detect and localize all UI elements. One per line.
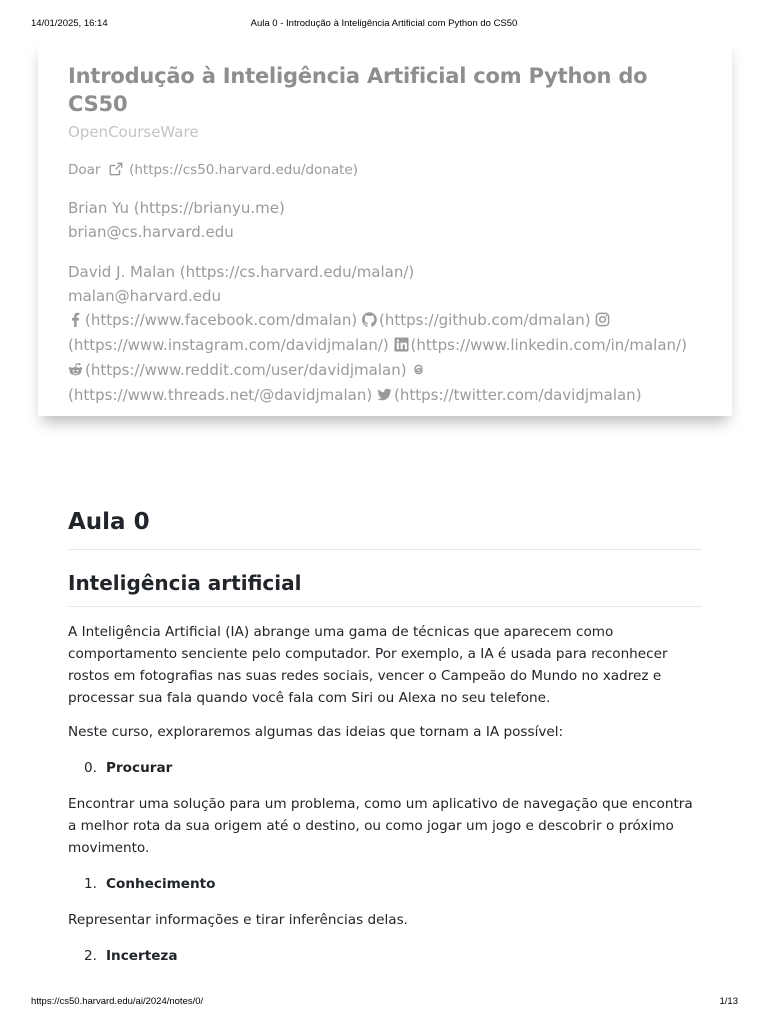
intro-paragraph: A Inteligência Artificial (IA) abrange uma gama de técnicas que aparecem como comportamento senciente pelo computador. Por exemplo, a IA é usada para reconhecer rostos em fotografias nas suas redes sociais, vencer o Campeão do Mundo no xadrez e processar sua fala quando você fala com Siri ou Alexa no seu telefone. [68,624,668,706]
twitter-icon [377,387,392,402]
notes-content [68,505,702,967]
author-brian [68,196,708,244]
twitter-link[interactable] [377,386,642,404]
topic-item [68,757,702,779]
topic-description: Encontrar uma solução para um problema, como um aplicativo de navegação que encontra a melhor rota da sua origem até o destino, ou como jogar um jogo e descobrir o próximo movimento. [68,796,693,856]
github-url: (https://github.com/dmalan) [379,311,591,329]
topic-number: 0. [84,760,97,776]
threads-icon [411,362,426,377]
facebook-url: (https://www.facebook.com/dmalan) [85,311,358,329]
instagram-icon [595,312,610,327]
section-title: Inteligência artificial [68,568,702,607]
donate-label: Doar [68,162,101,178]
instagram-link[interactable] [595,311,612,329]
print-datetime: 14/01/2025, 16:14 [31,18,108,29]
reddit-icon [68,362,83,377]
reddit-url: (https://www.reddit.com/user/davidjmalan) [85,361,407,379]
topic-label: Conhecimento [106,876,216,892]
facebook-icon [68,312,83,327]
opencourseware-label: OpenCourseWare [68,123,199,141]
course-title[interactable]: Introdução à Inteligência Artificial com Python do CS50 [68,64,648,116]
external-link-icon [109,162,123,176]
donate-link[interactable] [68,160,708,180]
facebook-link[interactable] [68,311,357,329]
david-name-link[interactable]: David J. Malan (https://cs.harvard.edu/malan/) [68,263,415,281]
topic-label: Incerteza [106,948,178,964]
linkedin-url: (https://www.linkedin.com/in/malan/) [410,336,687,354]
threads-url[interactable]: (https://www.threads.net/@davidjmalan) [68,386,373,404]
threads-link[interactable] [411,361,428,379]
social-links [68,308,708,408]
lesson-title: Aula 0 [68,505,702,550]
print-page-number: 1/13 [719,996,738,1007]
author-david [68,260,708,408]
david-email[interactable]: malan@harvard.edu [68,287,222,305]
brian-email[interactable]: brian@cs.harvard.edu [68,223,234,241]
print-url: https://cs50.harvard.edu/ai/2024/notes/0/ [31,996,204,1007]
donate-url: (https://cs50.harvard.edu/donate) [129,162,358,178]
linkedin-link[interactable] [394,336,687,354]
masthead [38,40,732,416]
topic-label: Procurar [106,760,173,776]
github-icon [362,312,377,327]
brian-name-link[interactable]: Brian Yu (https://brianyu.me) [68,199,285,217]
topic-number: 1. [84,876,97,892]
linkedin-icon [394,337,409,352]
reddit-link[interactable] [68,361,407,379]
topic-item [68,945,702,967]
topic-item [68,873,702,895]
twitter-url: (https://twitter.com/davidjmalan) [394,386,642,404]
github-link[interactable] [362,311,591,329]
print-page-title: Aula 0 - Introdução à Inteligência Artificial com Python do CS50 [250,18,518,29]
masthead-content [68,62,708,408]
print-footer [0,994,768,1014]
topic-number: 2. [84,948,97,964]
print-header [0,0,768,40]
topic-description: Representar informações e tirar inferências delas. [68,912,409,928]
instagram-url[interactable]: (https://www.instagram.com/davidjmalan/) [68,336,389,354]
course-intro-paragraph: Neste curso, exploraremos algumas das ideias que tornam a IA possível: [68,724,564,740]
